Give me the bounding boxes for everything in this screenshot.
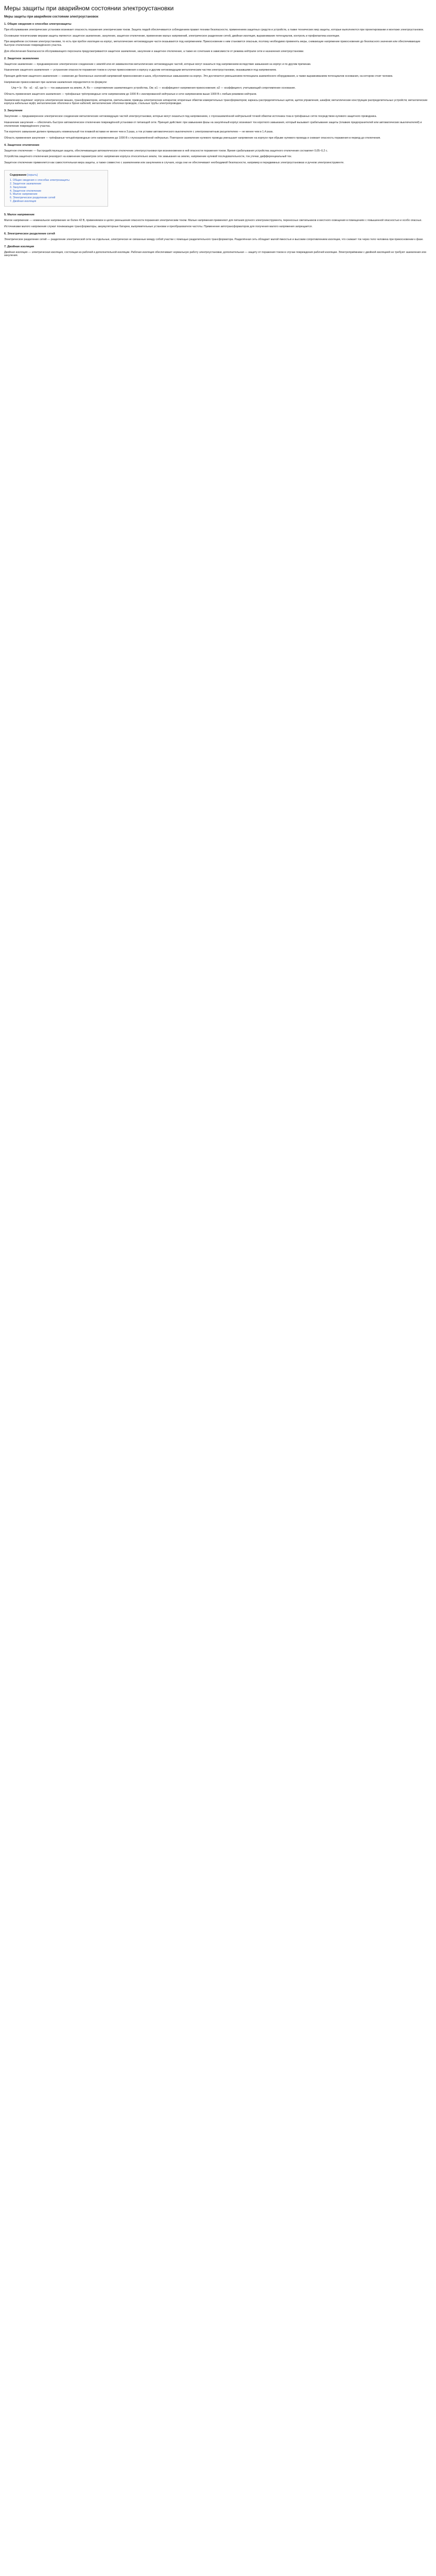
paragraph: Назначение зануления — обеспечить быстрое автоматическое отключение повреждённой установки от питающей сети. Принцип действия: при замыкании фазы на занулённый корпус возникает ток короткого замыкания, который вызывает срабатывание защиты (плавких предохранителей или автоматических выключателей) и отключение повреждённого участка.	[4, 121, 422, 128]
table-of-contents	[4, 170, 108, 207]
section-heading: 3. Зануление	[4, 109, 23, 113]
section-heading: 1. Общие сведения о способах электрозащиты	[4, 23, 72, 26]
paragraph: При обслуживании электрических установок возникает опасность поражения электрическим током. Защита людей обеспечивается соблюдением правил техники безопасности, применением защитных средств и устройств, а также технических мер защиты, которые выполняются при проектировании и монтаже электроустановок.	[4, 28, 424, 31]
paragraph: Назначение защитного заземления — устранение опасности поражения током в случае прикосновения к корпусу и другим нетоковедущим металлическим частям электроустановки, оказавшимся под напряжением.	[4, 69, 277, 72]
paragraph: Заземлению подлежат: корпуса электрических машин, трансформаторов, аппаратов, светильников; приводы электрических аппаратов; вторичные обмотки измерительных трансформаторов; каркасы распределительных щитов, щитов управления, шкафов; металлические конструкции распределительных устройств; металлические корпуса кабельных муфт, металлические оболочки и броня кабелей; металлические оболочки проводов, стальные трубы электропроводки.	[4, 98, 428, 106]
section-neutralling	[4, 109, 430, 140]
section-grounding	[4, 57, 430, 106]
toc-link[interactable]: 6. Электрическое разделение сетей	[10, 196, 56, 199]
article-subtitle: Меры защиты при аварийном состоянии электроустановок	[4, 15, 99, 19]
toc-link[interactable]: 3. Зануление	[10, 185, 27, 189]
section-heading: 6. Электрическое разделение сетей	[4, 232, 55, 235]
paragraph: При аварийном состоянии электроустановки, то есть при пробое изоляции на корпус, металлические нетоковедущие части оказываются под напряжением. Прикосновение к ним становится опасным, поэтому необходимо применять меры, снижающие напряжение прикосновения до безопасного значения или обеспечивающие быстрое отключение повреждённого участка.	[4, 40, 421, 47]
section-general	[4, 22, 430, 54]
paragraph: Защитное отключение — быстродействующая защита, обеспечивающая автоматическое отключение электроустановки при возникновении в ней опасности поражения током. Время срабатывания устройства защитного отключения составляет 0,05–0,2 с.	[4, 149, 328, 152]
paragraph: Область применения зануления — трёхфазные четырёхпроводные сети напряжением до 1000 В с глухозаземлённой нейтралью. Повторное заземление нулевого провода уменьшает напряжение на корпусе при обрыве нулевого провода и снижает опасность поражения в период до отключения.	[4, 136, 381, 140]
paragraph: Малое напряжение — номинальное напряжение не более 42 В, применяемое в целях уменьшения опасности поражения электрическим током. Малые напряжения применяют для питания ручного электроинструмента, переносных светильников и местного освещения в помещениях с повышенной опасностью и особо опасных.	[4, 219, 422, 223]
paragraph: Для обеспечения безопасности обслуживающего персонала предусматриваются защитное заземление, зануление и защитное отключение, а также их сочетание в зависимости от режима нейтрали сети и назначения электроустановки.	[4, 49, 304, 53]
page-title: Меры защиты при аварийном состоянии электроустановки	[4, 5, 174, 12]
paragraph: Область применения защитного заземления — трёхфазные трёхпроводные сети напряжением до 1000 В с изолированной нейтралью и сети напряжением выше 1000 В с любым режимом нейтрали.	[4, 93, 257, 96]
section-network-separation	[4, 232, 430, 242]
toc-title: Содержание	[10, 173, 27, 177]
paragraph: Двойная изоляция — электрическая изоляция, состоящая из рабочей и дополнительной изоляции. Рабочая изоляция обеспечивает нормальную работу электроустановки, дополнительная — защиту от поражения током в случае повреждения рабочей изоляции. Электроприёмники с двойной изоляцией не требуют заземления или зануления.	[4, 250, 426, 258]
section-heading: 5. Малое напряжение	[4, 213, 35, 217]
section-low-voltage	[4, 213, 430, 228]
paragraph: Защитное отключение применяется как самостоятельная мера защиты, а также совместно с заземлением или занулением в случаях, когда они не обеспечивают необходимой безопасности, например в передвижных электроустановках и ручном электроинструменте.	[4, 161, 344, 165]
paragraph: Основными техническими мерами защиты являются: защитное заземление, зануление, защитное отключение, применение малых напряжений, электрическое разделение сетей, двойная изоляция, выравнивание потенциалов, контроль и профилактика изоляции.	[4, 34, 340, 38]
paragraph: Зануление — преднамеренное электрическое соединение металлических нетоковедущих частей электроустановки, которые могут оказаться под напряжением, с глухозаземлённой нейтральной точкой обмотки источника тока в трёхфазных сетях посредством нулевого защитного проводника.	[4, 115, 377, 118]
paragraph: Принцип действия защитного заземления — снижение до безопасных значений напряжений прикосновения и шага, обусловленных замыканием на корпус. Это достигается уменьшением потенциала заземлённого оборудования, а также выравниванием потенциалов основания, на котором стоит человек.	[4, 74, 393, 78]
toc-header	[10, 174, 102, 177]
section-heading: 2. Защитное заземление	[4, 57, 39, 60]
toc-toggle-link[interactable]: [скрыть]	[27, 173, 38, 177]
toc-link[interactable]: 7. Двойная изоляция	[10, 199, 37, 203]
toc-link[interactable]: 5. Малое напряжение	[10, 193, 38, 196]
section-heading: 7. Двойная изоляция	[4, 245, 34, 248]
paragraph: Электрическое разделение сетей — разделение электрической сети на отдельные, электрически не связанные между собой участки с помощью разделительного трансформатора. Разделённая сеть обладает малой ёмкостью и высоким сопротивлением изоляции, что снижает ток через тело человека при прикосновении к фазе.	[4, 238, 424, 241]
paragraph: Устройства защитного отключения реагируют на изменение параметров сети: напряжение корпуса относительно земли, ток замыкания на землю, напряжение нулевой последовательности, ток утечки, дифференциальный ток.	[4, 155, 292, 159]
toc-link[interactable]: 4. Защитное отключение	[10, 189, 42, 193]
paragraph: Напряжение прикосновения при наличии заземления определяется по формуле:	[4, 80, 108, 84]
section-heading: 4. Защитное отключение	[4, 143, 40, 147]
page-whitespace	[4, 260, 430, 1461]
paragraph: Источниками малого напряжения служат понижающие трансформаторы, аккумуляторные батареи, выпрямительные установки и преобразователи частоты. Применение автотрансформаторов для получения малого напряжения запрещается.	[4, 225, 313, 229]
formula: Uпр = Iз · Rз · α1 · α2, где Iз — ток замыкания на землю, А; Rз — сопротивление заземляющего устройства, Ом; α1 — коэффициент напряжения прикосновения; α2 — коэффициент, учитывающий сопротивление основания.	[11, 87, 296, 90]
paragraph: Ток короткого замыкания должен превышать номинальный ток плавкой вставки не менее чем в 3 раза, а ток уставки автоматического выключателя с электромагнитным расцепителем — не менее чем в 1,4 раза.	[4, 130, 273, 134]
toc-link[interactable]: 1. Общие сведения о способах электрозащиты	[10, 179, 69, 182]
section-protective-shutdown	[4, 143, 430, 165]
toc-link[interactable]: 2. Защитное заземление	[10, 182, 42, 186]
section-double-insulation	[4, 245, 430, 258]
paragraph: Защитное заземление — преднамеренное электрическое соединение с землёй или её эквивалентом металлических нетоковедущих частей, которые могут оказаться под напряжением вследствие замыкания на корпус и по другим причинам.	[4, 62, 311, 66]
